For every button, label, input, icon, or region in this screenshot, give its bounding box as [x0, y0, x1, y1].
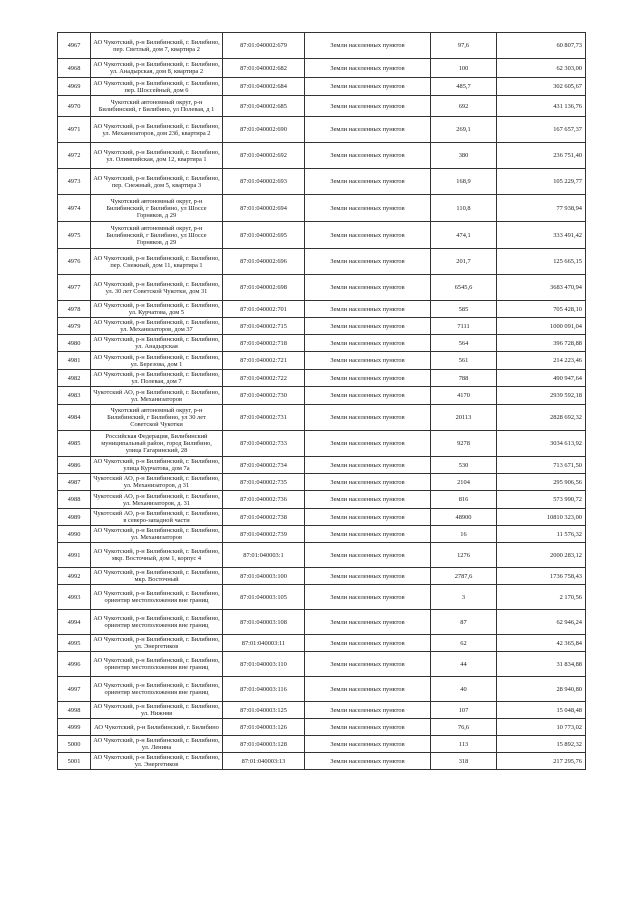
- area-cell: 485,7: [431, 78, 497, 96]
- cadastral-number-cell: 87:01:040002:721: [223, 352, 305, 370]
- address-cell: Чукотский АО, р-н Билибинский, г. Билибино, ул. Механизаторов, д 31: [91, 474, 223, 491]
- table-row: [58, 249, 586, 275]
- table-row: [58, 117, 586, 143]
- land-category-cell: Земли населенных пунктов: [305, 59, 431, 78]
- table-row: [58, 736, 586, 753]
- table-row: [58, 335, 586, 352]
- land-category-cell: Земли населенных пунктов: [305, 474, 431, 491]
- address-cell: АО Чукотский, р-н Билибинский, г. Билибино, мкр. Восточный: [91, 568, 223, 585]
- row-number-cell: 4973: [58, 169, 91, 195]
- address-cell: АО Чукотский, р-н Билибинский, г. Билибино, ул. Олимпийская, дом 12, квартира 1: [91, 143, 223, 169]
- cadastral-number-cell: 87:01:040002:701: [223, 301, 305, 318]
- table-row: [58, 96, 586, 117]
- cadastral-cost-cell: 396 728,88: [497, 335, 586, 352]
- cadastral-cost-cell: 713 671,50: [497, 457, 586, 474]
- cadastral-number-cell: 87:01:040002:738: [223, 509, 305, 526]
- table-row: [58, 143, 586, 169]
- address-cell: АО Чукотский, р-н Билибинский, г. Билибино, ул. Анадырская: [91, 335, 223, 352]
- address-cell: АО Чукотский, р-н Билибинский, г. Билибино, ул. Березова, дом 1: [91, 352, 223, 370]
- area-cell: 6545,6: [431, 275, 497, 301]
- address-cell: Российская Федерация, Билибинский муниципальный район, город Билибино, улица Гагаринский, 28: [91, 431, 223, 457]
- cadastral-number-cell: 87:01:040002:685: [223, 96, 305, 117]
- table-row: [58, 222, 586, 249]
- address-cell: Чукотский автономный округ, р-н Билибинский, г Билибино, ул Шоссе Горняков, д 29: [91, 222, 223, 249]
- cadastral-cost-cell: 2000 283,12: [497, 543, 586, 568]
- address-cell: Чукотский АО, р-н Билибинский, г. Билибино, ул. Механизаторов: [91, 387, 223, 405]
- row-number-cell: 4996: [58, 652, 91, 677]
- cadastral-cost-cell: 3034 613,92: [497, 431, 586, 457]
- table-row: [58, 753, 586, 770]
- table-row: [58, 635, 586, 652]
- row-number-cell: 4997: [58, 677, 91, 702]
- table-row: [58, 543, 586, 568]
- cadastral-number-cell: 87:01:040002:682: [223, 59, 305, 78]
- land-category-cell: Земли населенных пунктов: [305, 526, 431, 543]
- cadastral-cost-cell: 573 990,72: [497, 491, 586, 509]
- area-cell: 585: [431, 301, 497, 318]
- land-category-cell: Земли населенных пунктов: [305, 652, 431, 677]
- row-number-cell: 4986: [58, 457, 91, 474]
- cadastral-cost-cell: 2828 692,32: [497, 405, 586, 431]
- cadastral-number-cell: 87:01:040002:730: [223, 387, 305, 405]
- cadastral-cost-cell: 1000 091,04: [497, 318, 586, 335]
- area-cell: 97,6: [431, 33, 497, 59]
- table-row: [58, 431, 586, 457]
- row-number-cell: 4993: [58, 585, 91, 610]
- row-number-cell: 4971: [58, 117, 91, 143]
- row-number-cell: 5001: [58, 753, 91, 770]
- cadastral-cost-cell: 167 657,37: [497, 117, 586, 143]
- row-number-cell: 4970: [58, 96, 91, 117]
- address-cell: АО Чукотский, р-н Билибинский, г. Билибино, ул. Полевая, дом 7: [91, 370, 223, 387]
- land-category-cell: Земли населенных пунктов: [305, 335, 431, 352]
- land-category-cell: Земли населенных пунктов: [305, 195, 431, 222]
- address-cell: АО Чукотский, р-н Билибинский, г. Билибино, ул. Анадырская, дом 8, квартира 2: [91, 59, 223, 78]
- cadastral-cost-cell: 15 048,48: [497, 702, 586, 719]
- cadastral-number-cell: 87:01:040003:125: [223, 702, 305, 719]
- cadastral-number-cell: 87:01:040002:692: [223, 143, 305, 169]
- land-category-cell: Земли населенных пунктов: [305, 635, 431, 652]
- address-cell: АО Чукотский, р-н Билибинский, г. Билибино, ориентир местоположения вне границ: [91, 610, 223, 635]
- area-cell: 76,6: [431, 719, 497, 736]
- address-cell: АО Чукотский, р-н Билибинский, г. Билибино, улица Курчатова, дом 7а: [91, 457, 223, 474]
- row-number-cell: 4976: [58, 249, 91, 275]
- cadastral-number-cell: 87:01:040002:718: [223, 335, 305, 352]
- cadastral-number-cell: 87:01:040002:734: [223, 457, 305, 474]
- land-category-cell: Земли населенных пунктов: [305, 677, 431, 702]
- cadastral-cost-cell: 431 136,76: [497, 96, 586, 117]
- table-body: [58, 33, 586, 770]
- land-category-cell: Земли населенных пунктов: [305, 387, 431, 405]
- table-row: [58, 33, 586, 59]
- area-cell: 113: [431, 736, 497, 753]
- cadastral-number-cell: 87:01:040003:13: [223, 753, 305, 770]
- land-category-cell: Земли населенных пунктов: [305, 117, 431, 143]
- cadastral-cost-cell: 10810 323,00: [497, 509, 586, 526]
- area-cell: 87: [431, 610, 497, 635]
- area-cell: 318: [431, 753, 497, 770]
- area-cell: 168,9: [431, 169, 497, 195]
- address-cell: АО Чукотский, р-н Билибинский, г. Билибино, ориентир местоположения вне границ: [91, 652, 223, 677]
- table-row: [58, 491, 586, 509]
- area-cell: 110,8: [431, 195, 497, 222]
- cadastral-number-cell: 87:01:040002:739: [223, 526, 305, 543]
- cadastral-number-cell: 87:01:040003:100: [223, 568, 305, 585]
- row-number-cell: 4988: [58, 491, 91, 509]
- area-cell: 561: [431, 352, 497, 370]
- land-category-cell: Земли населенных пунктов: [305, 585, 431, 610]
- cadastral-number-cell: 87:01:040002:679: [223, 33, 305, 59]
- row-number-cell: 4983: [58, 387, 91, 405]
- cadastral-number-cell: 87:01:040003:116: [223, 677, 305, 702]
- row-number-cell: 4977: [58, 275, 91, 301]
- land-category-cell: Земли населенных пунктов: [305, 719, 431, 736]
- area-cell: 2104: [431, 474, 497, 491]
- area-cell: 20113: [431, 405, 497, 431]
- cadastral-cost-cell: 125 665,15: [497, 249, 586, 275]
- table-row: [58, 568, 586, 585]
- land-category-cell: Земли населенных пунктов: [305, 275, 431, 301]
- land-category-cell: Земли населенных пунктов: [305, 753, 431, 770]
- cadastral-cost-cell: 11 576,32: [497, 526, 586, 543]
- land-category-cell: Земли населенных пунктов: [305, 702, 431, 719]
- cadastral-cost-cell: 105 229,77: [497, 169, 586, 195]
- address-cell: Чукотский автономный округ, р-н Билибинский, г Билибино, ул Шоссе Горняков, д 29: [91, 195, 223, 222]
- cadastral-number-cell: 87:01:040003:1: [223, 543, 305, 568]
- row-number-cell: 4981: [58, 352, 91, 370]
- row-number-cell: 4969: [58, 78, 91, 96]
- table-row: [58, 509, 586, 526]
- row-number-cell: 4980: [58, 335, 91, 352]
- table-row: [58, 301, 586, 318]
- row-number-cell: 4995: [58, 635, 91, 652]
- address-cell: Чукотский АО, р-н Билибинский, г. Билибино, ул. Механизаторов, д. 31: [91, 491, 223, 509]
- address-cell: АО Чукотский, р-н Билибинский, г. Билибино, пер. Снежный, дом 11, квартира 1: [91, 249, 223, 275]
- land-category-cell: Земли населенных пунктов: [305, 543, 431, 568]
- land-category-cell: Земли населенных пунктов: [305, 143, 431, 169]
- table-row: [58, 457, 586, 474]
- cadastral-number-cell: 87:01:040002:731: [223, 405, 305, 431]
- row-number-cell: 4991: [58, 543, 91, 568]
- table-row: [58, 526, 586, 543]
- address-cell: АО Чукотский, р-н Билибинский, г. Билибино, ул. Нижняя: [91, 702, 223, 719]
- cadastral-cost-cell: 302 605,67: [497, 78, 586, 96]
- cadastral-number-cell: 87:01:040002:696: [223, 249, 305, 275]
- table-row: [58, 474, 586, 491]
- cadastral-cost-cell: 77 938,94: [497, 195, 586, 222]
- cadastral-cost-cell: 705 428,10: [497, 301, 586, 318]
- table-row: [58, 610, 586, 635]
- address-cell: АО Чукотский, р-н Билибинский, г. Билибино, ул. Энергетиков: [91, 635, 223, 652]
- land-category-cell: Земли населенных пунктов: [305, 405, 431, 431]
- area-cell: 788: [431, 370, 497, 387]
- area-cell: 62: [431, 635, 497, 652]
- land-category-cell: Земли населенных пунктов: [305, 249, 431, 275]
- cadastral-number-cell: 87:01:040002:698: [223, 275, 305, 301]
- cadastral-number-cell: 87:01:040002:693: [223, 169, 305, 195]
- row-number-cell: 4989: [58, 509, 91, 526]
- area-cell: 107: [431, 702, 497, 719]
- row-number-cell: 5000: [58, 736, 91, 753]
- land-category-cell: Земли населенных пунктов: [305, 431, 431, 457]
- cadastral-cost-cell: 60 807,73: [497, 33, 586, 59]
- address-cell: Чукотский автономный округ, р-н Билибинский, г Билибино, ул Полевая, д 1: [91, 96, 223, 117]
- address-cell: Чукотский автономный округ, р-н Билибинский, г Билибино, ул 30 лет Советской Чукотки: [91, 405, 223, 431]
- land-category-cell: Земли населенных пунктов: [305, 491, 431, 509]
- address-cell: АО Чукотский, р-н Билибинский, г. Билибино, ул. Энергетиков: [91, 753, 223, 770]
- area-cell: 2787,6: [431, 568, 497, 585]
- cadastral-cost-cell: 333 491,42: [497, 222, 586, 249]
- land-category-cell: Земли населенных пунктов: [305, 222, 431, 249]
- cadastral-number-cell: 87:01:040002:690: [223, 117, 305, 143]
- cadastral-number-cell: 87:01:040002:694: [223, 195, 305, 222]
- area-cell: 1276: [431, 543, 497, 568]
- cadastral-number-cell: 87:01:040002:722: [223, 370, 305, 387]
- cadastral-number-cell: 87:01:040002:695: [223, 222, 305, 249]
- table-row: [58, 59, 586, 78]
- address-cell: АО Чукотский, р-н Билибинский, г. Билибино, пер. Снежный, дом 5, квартира 3: [91, 169, 223, 195]
- row-number-cell: 4974: [58, 195, 91, 222]
- row-number-cell: 4987: [58, 474, 91, 491]
- table-row: [58, 387, 586, 405]
- row-number-cell: 4998: [58, 702, 91, 719]
- cadastral-number-cell: 87:01:040003:11: [223, 635, 305, 652]
- address-cell: АО Чукотский, р-н Билибинский, г. Билибино, ул. Механизаторов, дом 23б, квартира 2: [91, 117, 223, 143]
- area-cell: 269,1: [431, 117, 497, 143]
- cadastral-number-cell: 87:01:040003:128: [223, 736, 305, 753]
- area-cell: 380: [431, 143, 497, 169]
- table-row: [58, 719, 586, 736]
- table-row: [58, 318, 586, 335]
- row-number-cell: 4967: [58, 33, 91, 59]
- cadastral-number-cell: 87:01:040003:105: [223, 585, 305, 610]
- row-number-cell: 4994: [58, 610, 91, 635]
- area-cell: 201,7: [431, 249, 497, 275]
- land-category-cell: Земли населенных пунктов: [305, 169, 431, 195]
- land-category-cell: Земли населенных пунктов: [305, 736, 431, 753]
- area-cell: 3: [431, 585, 497, 610]
- table-row: [58, 195, 586, 222]
- area-cell: 564: [431, 335, 497, 352]
- address-cell: Чукотский АО, р-н Билибинский, г. Билибино, в северо-западной части: [91, 509, 223, 526]
- row-number-cell: 4972: [58, 143, 91, 169]
- cadastral-cost-cell: 214 223,46: [497, 352, 586, 370]
- cadastral-number-cell: 87:01:040003:126: [223, 719, 305, 736]
- area-cell: 7111: [431, 318, 497, 335]
- land-category-cell: Земли населенных пунктов: [305, 301, 431, 318]
- row-number-cell: 4978: [58, 301, 91, 318]
- cadastral-cost-cell: 42 365,84: [497, 635, 586, 652]
- table-row: [58, 677, 586, 702]
- cadastral-cost-cell: 3683 470,94: [497, 275, 586, 301]
- cadastral-cost-cell: 10 773,02: [497, 719, 586, 736]
- row-number-cell: 4984: [58, 405, 91, 431]
- area-cell: 474,1: [431, 222, 497, 249]
- cadastral-number-cell: 87:01:040002:735: [223, 474, 305, 491]
- address-cell: АО Чукотский, р-н Билибинский, г. Билибино: [91, 719, 223, 736]
- table-row: [58, 702, 586, 719]
- address-cell: АО Чукотский, р-н Билибинский, г. Билибино, ул. Механизаторов: [91, 526, 223, 543]
- cadastral-cost-cell: 2939 592,18: [497, 387, 586, 405]
- cadastral-cost-cell: 28 940,80: [497, 677, 586, 702]
- land-category-cell: Земли населенных пунктов: [305, 33, 431, 59]
- table-row: [58, 78, 586, 96]
- land-category-cell: Земли населенных пунктов: [305, 568, 431, 585]
- area-cell: 530: [431, 457, 497, 474]
- land-category-cell: Земли населенных пунктов: [305, 610, 431, 635]
- table-row: [58, 405, 586, 431]
- cadastral-cost-cell: 490 947,64: [497, 370, 586, 387]
- row-number-cell: 4990: [58, 526, 91, 543]
- row-number-cell: 4992: [58, 568, 91, 585]
- table-row: [58, 652, 586, 677]
- row-number-cell: 4982: [58, 370, 91, 387]
- cadastral-cost-cell: 62 946,24: [497, 610, 586, 635]
- address-cell: АО Чукотский, р-н Билибинский, г. Билибино, ул. 30 лет Советской Чукотки, дом 31: [91, 275, 223, 301]
- cadastral-number-cell: 87:01:040002:736: [223, 491, 305, 509]
- cadastral-cost-cell: 2 170,56: [497, 585, 586, 610]
- address-cell: АО Чукотский, р-н Билибинский, г. Билибино, пер. Шоссейный, дом 6: [91, 78, 223, 96]
- land-category-cell: Земли населенных пунктов: [305, 96, 431, 117]
- cadastral-number-cell: 87:01:040002:715: [223, 318, 305, 335]
- row-number-cell: 4968: [58, 59, 91, 78]
- cadastral-cost-cell: 236 751,40: [497, 143, 586, 169]
- area-cell: 40: [431, 677, 497, 702]
- cadastral-cost-cell: 15 892,32: [497, 736, 586, 753]
- cadastral-number-cell: 87:01:040003:110: [223, 652, 305, 677]
- address-cell: АО Чукотский, р-н Билибинский, г. Билибино, ориентир местоположения вне границ: [91, 585, 223, 610]
- cadastral-cost-cell: 62 303,00: [497, 59, 586, 78]
- area-cell: 4170: [431, 387, 497, 405]
- land-category-cell: Земли населенных пунктов: [305, 457, 431, 474]
- table-row: [58, 275, 586, 301]
- cadastral-cost-cell: 31 834,88: [497, 652, 586, 677]
- cadastral-number-cell: 87:01:040002:733: [223, 431, 305, 457]
- cadastral-number-cell: 87:01:040003:108: [223, 610, 305, 635]
- address-cell: АО Чукотский, р-н Билибинский, г. Билибино, ул. Ленина: [91, 736, 223, 753]
- row-number-cell: 4985: [58, 431, 91, 457]
- row-number-cell: 4979: [58, 318, 91, 335]
- land-category-cell: Земли населенных пунктов: [305, 78, 431, 96]
- land-category-cell: Земли населенных пунктов: [305, 318, 431, 335]
- address-cell: АО Чукотский, р-н Билибинский, г. Билибино, пер. Светлый, дом 7, квартира 2: [91, 33, 223, 59]
- table-row: [58, 370, 586, 387]
- area-cell: 100: [431, 59, 497, 78]
- address-cell: АО Чукотский, р-н Билибинский, г. Билибино, мкр. Восточный, дом 1, корпус 4: [91, 543, 223, 568]
- land-category-cell: Земли населенных пунктов: [305, 509, 431, 526]
- table-row: [58, 352, 586, 370]
- cadastral-cost-cell: 295 906,56: [497, 474, 586, 491]
- cadastral-cost-cell: 1736 758,43: [497, 568, 586, 585]
- address-cell: АО Чукотский, р-н Билибинский, г. Билибино, ул. Механизаторов, дом 37: [91, 318, 223, 335]
- address-cell: АО Чукотский, р-н Билибинский, г. Билибино, ориентир местоположения вне границ: [91, 677, 223, 702]
- table-row: [58, 585, 586, 610]
- row-number-cell: 4999: [58, 719, 91, 736]
- area-cell: 16: [431, 526, 497, 543]
- cadastral-number-cell: 87:01:040002:684: [223, 78, 305, 96]
- land-category-cell: Земли населенных пунктов: [305, 370, 431, 387]
- address-cell: АО Чукотский, р-н Билибинский, г. Билибино, ул. Курчатова, дом 5: [91, 301, 223, 318]
- land-category-cell: Земли населенных пунктов: [305, 352, 431, 370]
- area-cell: 9278: [431, 431, 497, 457]
- cadastral-table: [57, 32, 586, 770]
- area-cell: 816: [431, 491, 497, 509]
- table-row: [58, 169, 586, 195]
- area-cell: 48900: [431, 509, 497, 526]
- area-cell: 44: [431, 652, 497, 677]
- cadastral-cost-cell: 217 295,76: [497, 753, 586, 770]
- row-number-cell: 4975: [58, 222, 91, 249]
- area-cell: 692: [431, 96, 497, 117]
